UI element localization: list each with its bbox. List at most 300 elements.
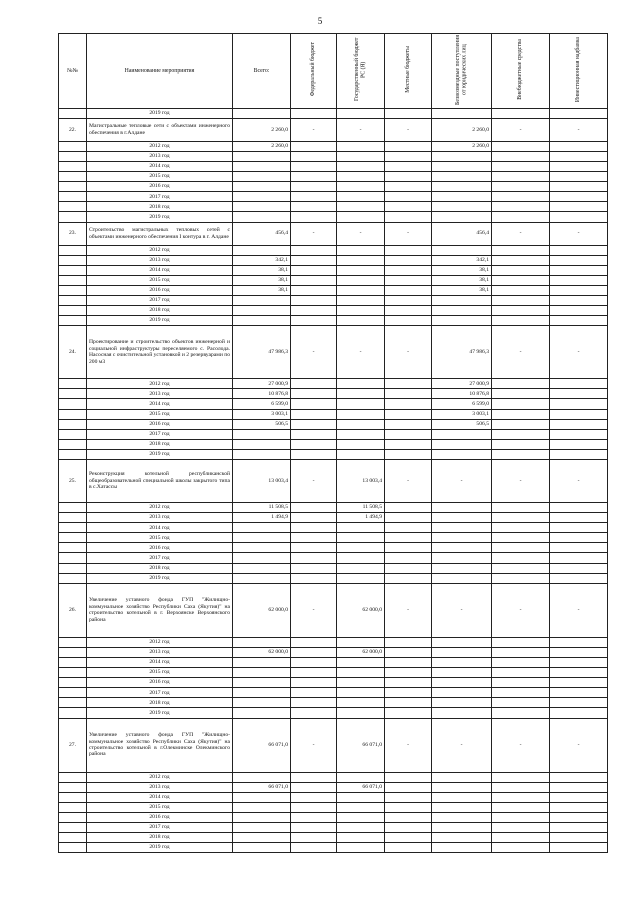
year-label: 2017 год <box>87 822 233 832</box>
value-cell: 2 260,0 <box>432 141 492 151</box>
item-row <box>59 583 608 637</box>
value-cell: 342,1 <box>233 255 291 265</box>
value-cell <box>432 533 492 543</box>
item-name: Проектирование и строительство объектов инженерной и социальной инфраструктуры переселяемого с. Расолода. Насосная с очистительной установкой и 2 резервуарами по 200 м3 <box>87 326 233 379</box>
value-cell <box>385 409 432 419</box>
value-cell <box>550 782 608 792</box>
value-cell <box>432 295 492 305</box>
value-cell <box>337 637 385 647</box>
col-header-name: Наименование мероприятия <box>87 34 233 109</box>
table-header <box>59 34 608 109</box>
value-cell <box>492 295 550 305</box>
value-cell: 38,1 <box>432 275 492 285</box>
value-cell <box>337 275 385 285</box>
year-row <box>59 141 608 151</box>
value-cell <box>337 255 385 265</box>
value-cell <box>432 772 492 782</box>
value-cell <box>492 151 550 161</box>
value-cell <box>291 379 337 389</box>
value-cell: - <box>291 718 337 772</box>
year-label: 2013 год <box>87 513 233 523</box>
value-cell <box>337 822 385 832</box>
value-cell <box>233 772 291 782</box>
value-cell <box>432 449 492 459</box>
value-cell <box>492 822 550 832</box>
year-row <box>59 833 608 843</box>
value-cell <box>337 245 385 255</box>
value-cell <box>385 843 432 853</box>
value-cell: - <box>291 460 337 503</box>
value-cell <box>291 843 337 853</box>
year-row <box>59 439 608 449</box>
year-row <box>59 573 608 583</box>
year-label: 2017 год <box>87 192 233 202</box>
value-cell: 66 071,0 <box>337 718 385 772</box>
value-cell <box>337 708 385 718</box>
year-label: 2014 год <box>87 265 233 275</box>
value-cell <box>432 833 492 843</box>
value-cell <box>291 161 337 171</box>
col-header-number: №№ <box>59 34 87 109</box>
year-label: 2019 год <box>87 449 233 459</box>
item-row <box>59 326 608 379</box>
value-cell <box>432 698 492 708</box>
value-cell: 66 071,0 <box>233 782 291 792</box>
value-cell <box>291 316 337 326</box>
value-cell <box>432 678 492 688</box>
value-cell: 13 003,4 <box>233 460 291 503</box>
value-cell <box>337 698 385 708</box>
value-cell <box>492 379 550 389</box>
year-row <box>59 161 608 171</box>
year-label: 2016 год <box>87 182 233 192</box>
value-cell: 38,1 <box>233 285 291 295</box>
col-header-grants <box>432 34 492 109</box>
value-cell <box>291 543 337 553</box>
value-cell: 66 071,0 <box>233 718 291 772</box>
value-cell: 506,5 <box>432 419 492 429</box>
year-row <box>59 172 608 182</box>
year-row <box>59 151 608 161</box>
value-cell <box>550 172 608 182</box>
value-cell <box>291 782 337 792</box>
value-cell <box>337 379 385 389</box>
value-cell <box>550 255 608 265</box>
value-cell <box>492 513 550 523</box>
row-number-cell <box>59 265 87 275</box>
value-cell <box>492 255 550 265</box>
value-cell <box>550 316 608 326</box>
value-cell <box>337 399 385 409</box>
value-cell: 342,1 <box>432 255 492 265</box>
value-cell <box>233 108 291 118</box>
value-cell <box>492 708 550 718</box>
value-cell: 27 000,9 <box>233 379 291 389</box>
value-cell <box>291 637 337 647</box>
value-cell <box>385 285 432 295</box>
item-name: Магистральные тепловые сети с объектами инженерного обеспечения в г.Алдане <box>87 118 233 141</box>
value-cell <box>337 161 385 171</box>
value-cell <box>550 647 608 657</box>
value-cell <box>233 212 291 222</box>
year-row <box>59 553 608 563</box>
value-cell <box>385 543 432 553</box>
value-cell: - <box>492 460 550 503</box>
value-cell: 38,1 <box>233 265 291 275</box>
year-row <box>59 503 608 513</box>
value-cell: - <box>492 118 550 141</box>
value-cell: - <box>291 583 337 637</box>
row-number-cell <box>59 822 87 832</box>
value-cell <box>337 573 385 583</box>
value-cell: - <box>550 326 608 379</box>
col-header-offbudget <box>492 34 550 109</box>
item-row <box>59 718 608 772</box>
year-row <box>59 543 608 553</box>
value-cell <box>337 553 385 563</box>
value-cell <box>337 212 385 222</box>
year-row <box>59 523 608 533</box>
value-cell <box>291 657 337 667</box>
value-cell <box>233 533 291 543</box>
value-cell <box>385 792 432 802</box>
value-cell <box>492 192 550 202</box>
row-number-cell <box>59 182 87 192</box>
value-cell: - <box>550 222 608 245</box>
value-cell <box>337 285 385 295</box>
value-cell <box>492 843 550 853</box>
value-cell: - <box>291 118 337 141</box>
value-cell <box>550 399 608 409</box>
value-cell <box>492 449 550 459</box>
year-label: 2012 год <box>87 141 233 151</box>
value-cell <box>337 108 385 118</box>
value-cell <box>291 108 337 118</box>
value-cell <box>492 275 550 285</box>
year-label: 2013 год <box>87 151 233 161</box>
year-label: 2016 год <box>87 678 233 688</box>
value-cell <box>432 657 492 667</box>
value-cell: 2 260,0 <box>233 118 291 141</box>
value-cell: 38,1 <box>233 275 291 285</box>
value-cell <box>385 419 432 429</box>
value-cell: - <box>337 326 385 379</box>
row-number-cell <box>59 316 87 326</box>
value-cell <box>550 212 608 222</box>
value-cell <box>291 306 337 316</box>
value-cell <box>492 108 550 118</box>
year-label: 2019 год <box>87 708 233 718</box>
value-cell <box>492 245 550 255</box>
value-cell <box>291 698 337 708</box>
value-cell <box>337 439 385 449</box>
value-cell <box>233 161 291 171</box>
value-cell <box>432 439 492 449</box>
value-cell <box>291 202 337 212</box>
value-cell <box>337 419 385 429</box>
year-row <box>59 822 608 832</box>
value-cell <box>385 553 432 563</box>
year-row <box>59 698 608 708</box>
item-number: 25. <box>59 460 87 503</box>
value-cell: 3 003,1 <box>233 409 291 419</box>
value-cell <box>337 265 385 275</box>
value-cell <box>385 563 432 573</box>
value-cell <box>337 792 385 802</box>
value-cell <box>385 708 432 718</box>
value-cell <box>492 792 550 802</box>
value-cell: 62 000,0 <box>337 583 385 637</box>
value-cell <box>550 245 608 255</box>
year-row <box>59 182 608 192</box>
row-number-cell <box>59 255 87 265</box>
value-cell <box>492 543 550 553</box>
value-cell <box>550 553 608 563</box>
value-cell <box>337 843 385 853</box>
value-cell <box>550 295 608 305</box>
value-cell <box>432 316 492 326</box>
year-label: 2019 год <box>87 573 233 583</box>
value-cell <box>492 833 550 843</box>
year-label: 2015 год <box>87 802 233 812</box>
value-cell <box>233 637 291 647</box>
value-cell <box>550 306 608 316</box>
year-row <box>59 449 608 459</box>
value-cell <box>550 389 608 399</box>
col-header-federal-text: Федеральный бюджет <box>310 42 317 97</box>
year-row <box>59 513 608 523</box>
row-number-cell <box>59 833 87 843</box>
value-cell <box>291 295 337 305</box>
value-cell <box>337 151 385 161</box>
value-cell: - <box>550 460 608 503</box>
row-number-cell <box>59 161 87 171</box>
value-cell <box>233 563 291 573</box>
year-label: 2012 год <box>87 637 233 647</box>
value-cell <box>291 772 337 782</box>
year-label: 2013 год <box>87 647 233 657</box>
value-cell <box>385 812 432 822</box>
row-number-cell <box>59 429 87 439</box>
value-cell <box>550 843 608 853</box>
row-number-cell <box>59 782 87 792</box>
value-cell <box>291 678 337 688</box>
value-cell: 62 000,0 <box>337 647 385 657</box>
value-cell: - <box>550 718 608 772</box>
value-cell <box>337 202 385 212</box>
value-cell <box>492 698 550 708</box>
value-cell <box>291 573 337 583</box>
value-cell <box>385 202 432 212</box>
item-row <box>59 118 608 141</box>
col-header-total: Всего: <box>233 34 291 109</box>
value-cell <box>385 503 432 513</box>
year-row <box>59 812 608 822</box>
value-cell <box>337 192 385 202</box>
value-cell <box>492 429 550 439</box>
value-cell <box>432 782 492 792</box>
value-cell <box>385 182 432 192</box>
value-cell <box>492 678 550 688</box>
value-cell <box>385 523 432 533</box>
value-cell <box>233 843 291 853</box>
value-cell <box>385 389 432 399</box>
value-cell <box>550 161 608 171</box>
value-cell <box>337 678 385 688</box>
value-cell <box>550 637 608 647</box>
col-header-grants-text: Безвозмездные поступления от юридических лиц <box>455 34 468 105</box>
row-number-cell <box>59 543 87 553</box>
value-cell <box>550 792 608 802</box>
value-cell <box>550 833 608 843</box>
col-header-local-text: Местные бюджеты <box>404 46 411 93</box>
value-cell <box>432 192 492 202</box>
row-number-cell <box>59 698 87 708</box>
value-cell <box>337 688 385 698</box>
value-cell <box>337 772 385 782</box>
row-number-cell <box>59 533 87 543</box>
value-cell <box>492 306 550 316</box>
value-cell <box>492 419 550 429</box>
col-header-investment-text: Инвестиционная надбавка <box>575 36 582 103</box>
year-row <box>59 668 608 678</box>
value-cell <box>385 513 432 523</box>
value-cell <box>291 708 337 718</box>
year-row <box>59 245 608 255</box>
value-cell <box>337 316 385 326</box>
value-cell <box>291 429 337 439</box>
year-row <box>59 772 608 782</box>
row-number-cell <box>59 172 87 182</box>
value-cell <box>385 316 432 326</box>
value-cell <box>291 439 337 449</box>
item-number: 26. <box>59 583 87 637</box>
value-cell <box>385 399 432 409</box>
value-cell: - <box>432 583 492 637</box>
value-cell <box>233 151 291 161</box>
value-cell <box>432 647 492 657</box>
value-cell <box>385 449 432 459</box>
value-cell <box>291 822 337 832</box>
year-label: 2017 год <box>87 295 233 305</box>
page-number: 5 <box>317 16 323 26</box>
year-row <box>59 678 608 688</box>
value-cell <box>492 316 550 326</box>
value-cell <box>385 822 432 832</box>
year-label: 2019 год <box>87 316 233 326</box>
value-cell: 506,5 <box>233 419 291 429</box>
value-cell <box>550 708 608 718</box>
row-number-cell <box>59 678 87 688</box>
value-cell <box>233 812 291 822</box>
year-row <box>59 255 608 265</box>
year-label: 2018 год <box>87 202 233 212</box>
value-cell <box>233 295 291 305</box>
year-row <box>59 843 608 853</box>
value-cell <box>432 306 492 316</box>
value-cell <box>550 678 608 688</box>
year-label: 2014 год <box>87 792 233 802</box>
value-cell <box>233 523 291 533</box>
value-cell <box>385 212 432 222</box>
value-cell <box>492 172 550 182</box>
year-label: 2016 год <box>87 543 233 553</box>
value-cell: 47 986,3 <box>233 326 291 379</box>
row-number-cell <box>59 772 87 782</box>
value-cell <box>385 533 432 543</box>
value-cell: 1 494,9 <box>233 513 291 523</box>
value-cell <box>550 523 608 533</box>
row-number-cell <box>59 295 87 305</box>
year-row <box>59 429 608 439</box>
year-row <box>59 708 608 718</box>
year-row <box>59 802 608 812</box>
value-cell <box>291 265 337 275</box>
value-cell <box>550 657 608 667</box>
year-label: 2015 год <box>87 275 233 285</box>
value-cell <box>337 295 385 305</box>
value-cell <box>233 553 291 563</box>
value-cell: 11 508,5 <box>233 503 291 513</box>
value-cell <box>385 439 432 449</box>
value-cell <box>432 563 492 573</box>
value-cell <box>432 513 492 523</box>
value-cell <box>550 698 608 708</box>
value-cell: - <box>550 583 608 637</box>
value-cell <box>291 275 337 285</box>
year-row <box>59 399 608 409</box>
row-number-cell <box>59 708 87 718</box>
row-number-cell <box>59 389 87 399</box>
col-header-state-text: Государственный бюджет РС (Я) <box>354 37 367 102</box>
value-cell: - <box>385 583 432 637</box>
row-number-cell <box>59 245 87 255</box>
row-number-cell <box>59 399 87 409</box>
value-cell <box>337 523 385 533</box>
value-cell: 10 876,8 <box>432 389 492 399</box>
year-row <box>59 192 608 202</box>
row-number-cell <box>59 812 87 822</box>
value-cell <box>385 161 432 171</box>
value-cell <box>492 553 550 563</box>
value-cell <box>385 698 432 708</box>
row-number-cell <box>59 573 87 583</box>
value-cell <box>233 678 291 688</box>
value-cell <box>337 563 385 573</box>
year-label: 2017 год <box>87 429 233 439</box>
value-cell <box>385 108 432 118</box>
value-cell <box>432 245 492 255</box>
year-label: 2019 год <box>87 212 233 222</box>
value-cell <box>233 316 291 326</box>
value-cell <box>337 802 385 812</box>
value-cell <box>337 543 385 553</box>
value-cell <box>492 812 550 822</box>
value-cell <box>233 306 291 316</box>
value-cell <box>233 202 291 212</box>
value-cell <box>233 192 291 202</box>
value-cell: 6 599,0 <box>233 399 291 409</box>
value-cell <box>233 245 291 255</box>
value-cell <box>385 255 432 265</box>
value-cell <box>492 399 550 409</box>
row-number-cell <box>59 563 87 573</box>
funding-table <box>58 33 608 853</box>
value-cell <box>291 802 337 812</box>
value-cell <box>233 182 291 192</box>
year-row <box>59 688 608 698</box>
year-label: 2016 год <box>87 419 233 429</box>
